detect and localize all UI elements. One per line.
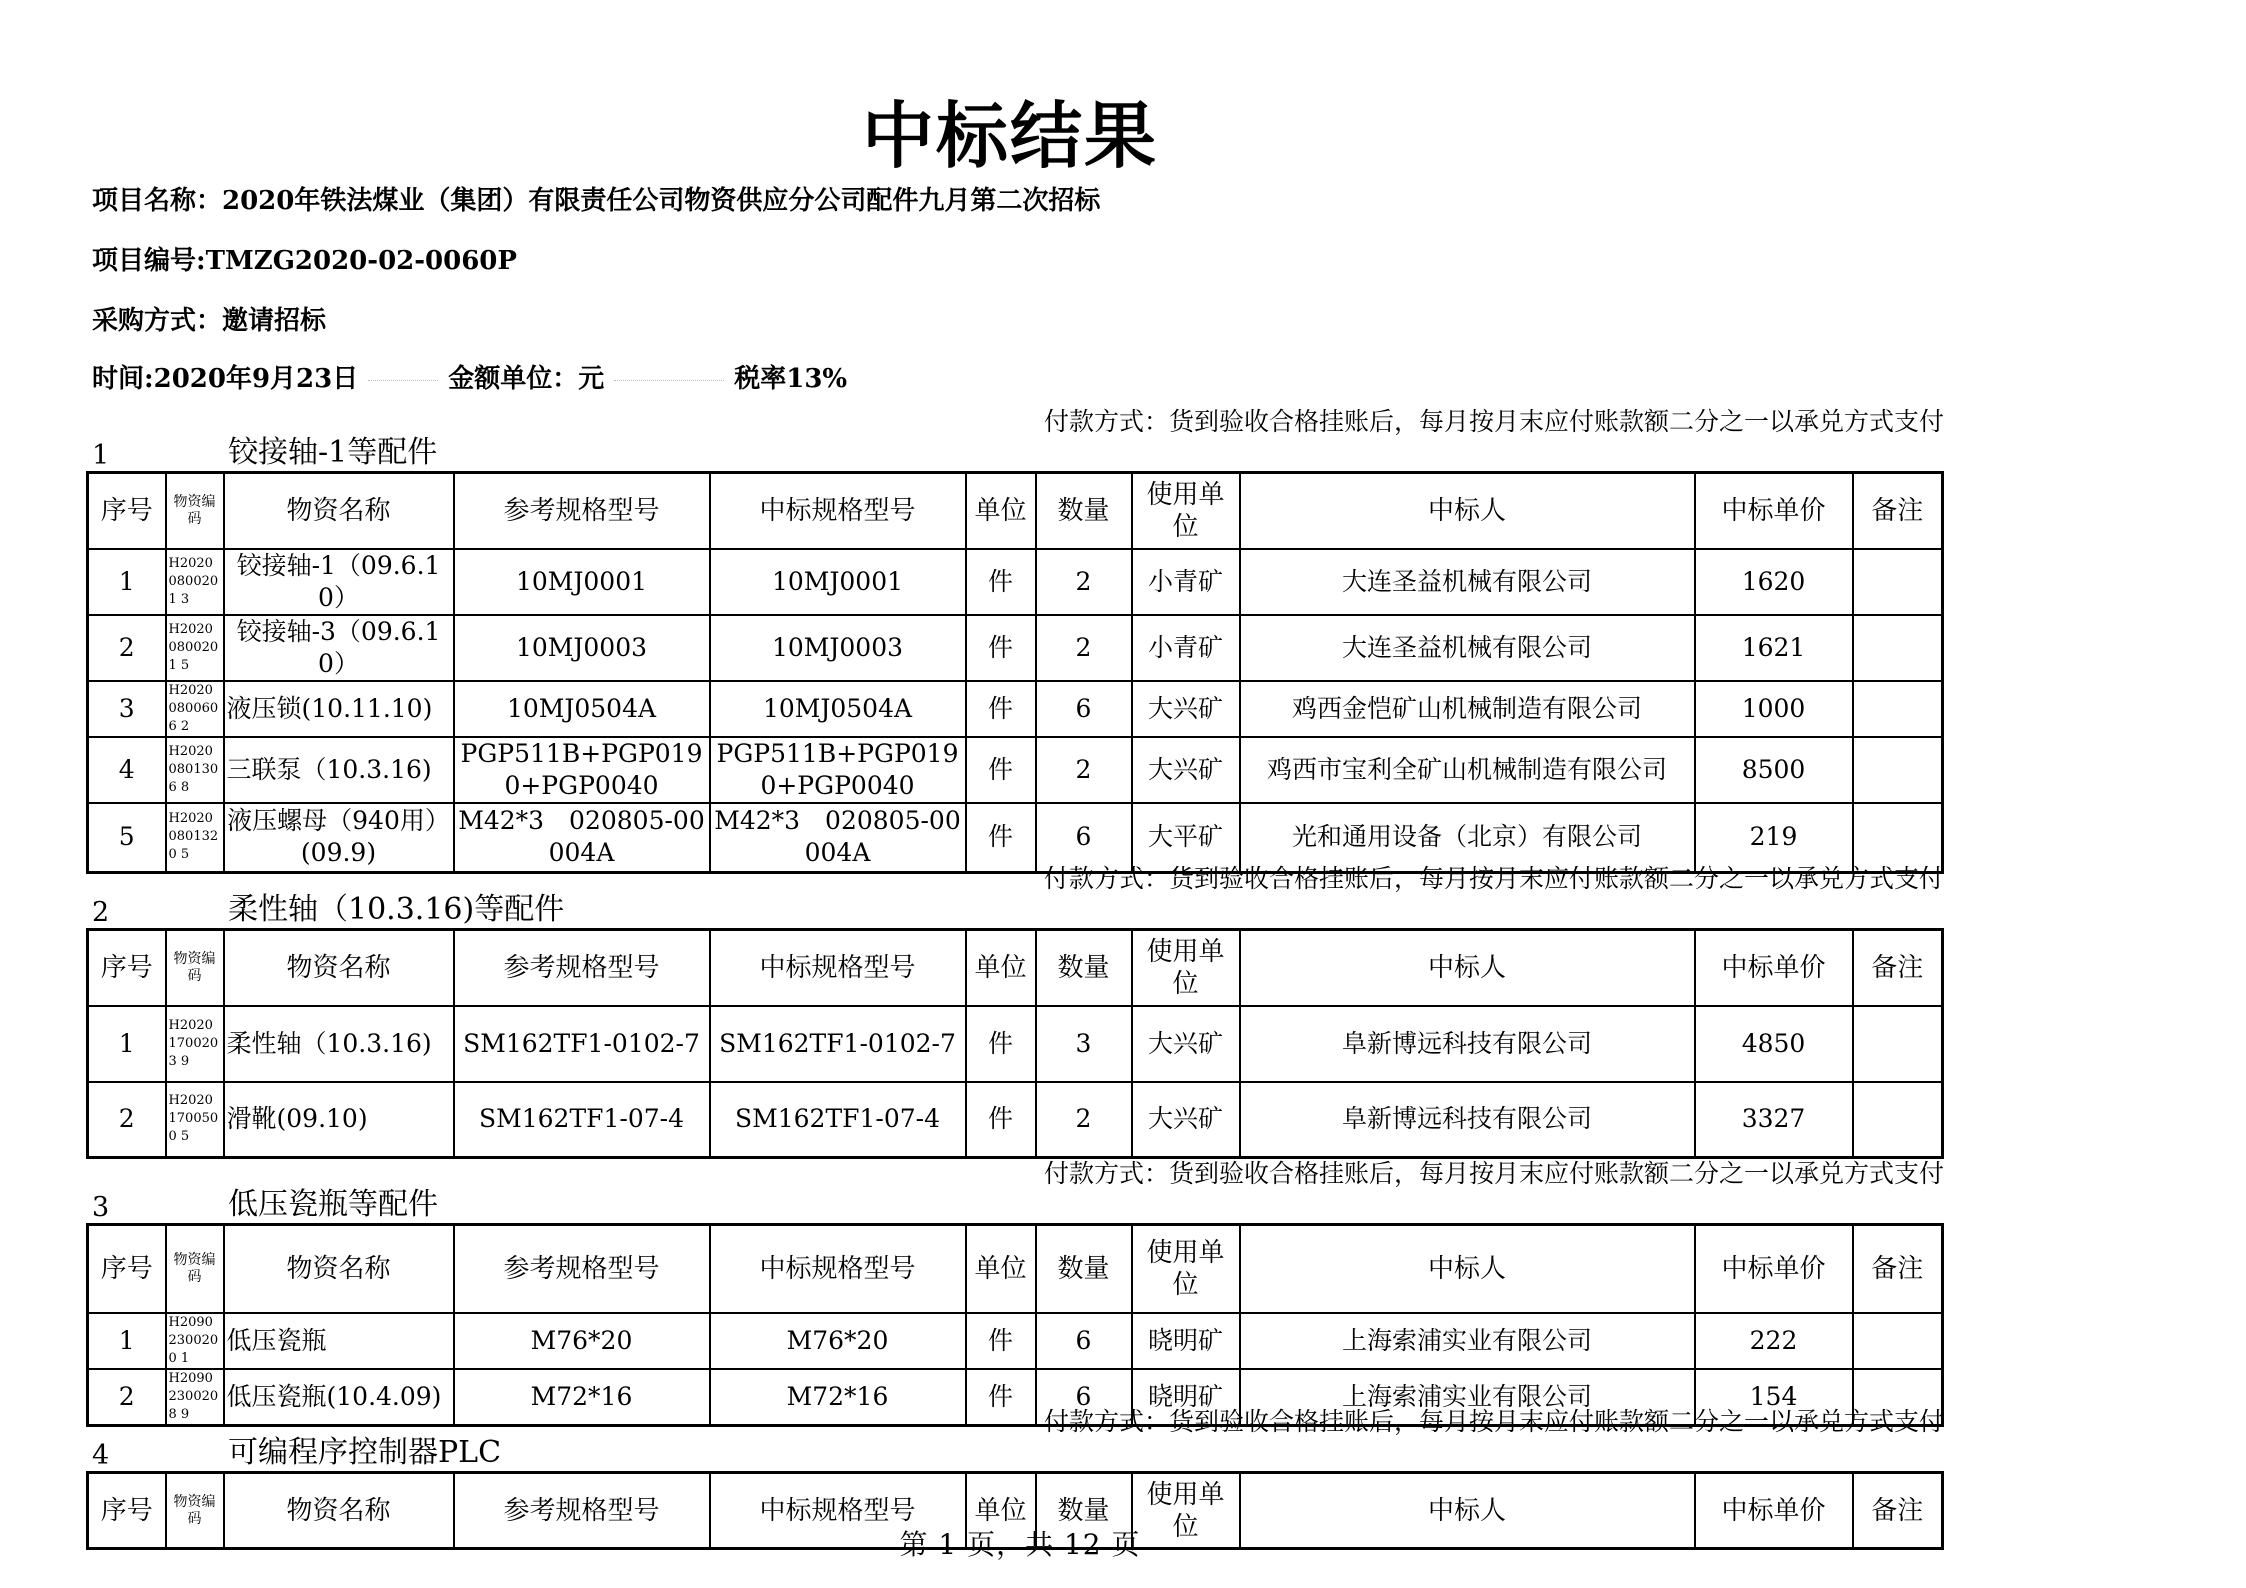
qty-header: 数量	[1036, 473, 1132, 549]
cell-unit: 件	[966, 681, 1036, 737]
cell-note	[1853, 615, 1943, 681]
cell-ref-spec: SM162TF1-07-4	[454, 1082, 710, 1158]
section-name: 低压瓷瓶等配件	[228, 1187, 438, 1222]
name-header: 物资名称	[224, 1225, 454, 1313]
unit-header: 单位	[966, 930, 1036, 1006]
cell-bid-spec: SM162TF1-07-4	[710, 1082, 966, 1158]
winner-header: 中标人	[1240, 930, 1695, 1006]
cell-price: 8500	[1695, 737, 1853, 803]
header-row	[88, 1225, 1943, 1313]
cell-price: 219	[1695, 803, 1853, 873]
cell-name: 铰接轴-1（09.6.10）	[224, 549, 454, 615]
ref-spec-header: 参考规格型号	[454, 1473, 710, 1549]
cell-qty: 2	[1036, 737, 1132, 803]
cell-seq: 4	[88, 737, 166, 803]
qty-header: 数量	[1036, 1225, 1132, 1313]
price-header: 中标单价	[1695, 473, 1853, 549]
cell-ref-spec: 10MJ0003	[454, 615, 710, 681]
cell-note	[1853, 1082, 1943, 1158]
section-header	[86, 1405, 1945, 1471]
bid-spec-header: 中标规格型号	[710, 473, 966, 549]
unit-header: 单位	[966, 1225, 1036, 1313]
price-header: 中标单价	[1695, 1473, 1853, 1549]
section-3	[86, 1157, 1945, 1427]
cell-seq: 2	[88, 1369, 166, 1426]
table-wrapper	[86, 471, 1941, 874]
bid-spec-header: 中标规格型号	[710, 1225, 966, 1313]
section-4	[86, 1405, 1945, 1542]
cell-ref-spec: PGP511B+PGP0190+PGP0040	[454, 737, 710, 803]
name-header: 物资名称	[224, 1473, 454, 1549]
cell-code: H20201700203 9	[166, 1006, 224, 1082]
cell-qty: 2	[1036, 1082, 1132, 1158]
table-row	[88, 1006, 1943, 1082]
cell-unit: 件	[966, 1006, 1036, 1082]
purchase-method: 采购方式：邀请招标	[92, 306, 327, 336]
cell-name: 低压瓷瓶(10.4.09)	[224, 1369, 454, 1426]
table-row	[88, 615, 1943, 681]
cell-note	[1853, 1313, 1943, 1369]
section-number: 1	[92, 440, 110, 471]
winner-header: 中标人	[1240, 473, 1695, 549]
name-header: 物资名称	[224, 473, 454, 549]
cell-bid-spec: 10MJ0504A	[710, 681, 966, 737]
cell-code: H20201700500 5	[166, 1082, 224, 1158]
section-2	[86, 862, 1945, 1159]
cell-code: H20200800606 2	[166, 681, 224, 737]
table-row	[88, 681, 1943, 737]
cell-seq: 2	[88, 1082, 166, 1158]
table-row	[88, 737, 1943, 803]
cell-seq: 1	[88, 1313, 166, 1369]
cell-note	[1853, 549, 1943, 615]
payment-terms: 付款方式：货到验收合格挂账后，每月按月末应付账款额二分之一以承兑方式支付	[1044, 1407, 1945, 1436]
seq-header: 序号	[88, 930, 166, 1006]
cell-note	[1853, 1006, 1943, 1082]
page-title: 中标结果	[861, 94, 1158, 178]
user-unit-header: 使用单位	[1132, 1473, 1240, 1549]
cell-unit: 件	[966, 1369, 1036, 1426]
price-header: 中标单价	[1695, 1225, 1853, 1313]
cell-code: H20200800201 5	[166, 615, 224, 681]
winner-header: 中标人	[1240, 1225, 1695, 1313]
cell-name: 滑靴(09.10)	[224, 1082, 454, 1158]
unit-header: 单位	[966, 473, 1036, 549]
note-header: 备注	[1853, 1225, 1943, 1313]
payment-terms: 付款方式：货到验收合格挂账后，每月按月末应付账款额二分之一以承兑方式支付	[1044, 407, 1945, 436]
cell-winner: 阜新博远科技有限公司	[1240, 1006, 1695, 1082]
user-unit-header: 使用单位	[1132, 1225, 1240, 1313]
cell-qty: 2	[1036, 549, 1132, 615]
cell-bid-spec: M72*16	[710, 1369, 966, 1426]
note-header: 备注	[1853, 473, 1943, 549]
seq-header: 序号	[88, 473, 166, 549]
user-unit-header: 使用单位	[1132, 473, 1240, 549]
cell-bid-spec: M76*20	[710, 1313, 966, 1369]
cell-ref-spec: SM162TF1-0102-7	[454, 1006, 710, 1082]
cell-bid-spec: M42*3 020805-00004A	[710, 803, 966, 873]
table-wrapper	[86, 928, 1941, 1159]
code-header: 物资编码	[166, 930, 224, 1006]
section-header	[86, 1157, 1945, 1223]
cell-unit: 件	[966, 737, 1036, 803]
cell-name: 液压锁(10.11.10)	[224, 681, 454, 737]
ref-spec-header: 参考规格型号	[454, 1225, 710, 1313]
cell-seq: 1	[88, 1006, 166, 1082]
cell-user-unit: 大兴矿	[1132, 1082, 1240, 1158]
payment-terms: 付款方式：货到验收合格挂账后，每月按月末应付账款额二分之一以承兑方式支付	[1044, 1159, 1945, 1188]
cell-code: H20200801306 8	[166, 737, 224, 803]
cell-price: 1620	[1695, 549, 1853, 615]
cell-price: 1621	[1695, 615, 1853, 681]
section-number: 4	[92, 1440, 110, 1471]
cell-qty: 6	[1036, 803, 1132, 873]
cell-unit: 件	[966, 1082, 1036, 1158]
section-name: 柔性轴（10.3.16)等配件	[228, 892, 565, 927]
cell-price: 1000	[1695, 681, 1853, 737]
cell-name: 低压瓷瓶	[224, 1313, 454, 1369]
cell-code: H20200800201 3	[166, 549, 224, 615]
cell-name: 三联泵（10.3.16)	[224, 737, 454, 803]
cell-winner: 光和通用设备（北京）有限公司	[1240, 803, 1695, 873]
cell-user-unit: 大兴矿	[1132, 681, 1240, 737]
section-header	[86, 862, 1945, 928]
cell-winner: 鸡西市宝利全矿山机械制造有限公司	[1240, 737, 1695, 803]
cell-name: 液压螺母（940用）(09.9)	[224, 803, 454, 873]
cell-ref-spec: 10MJ0504A	[454, 681, 710, 737]
cell-seq: 2	[88, 615, 166, 681]
cell-code: H20902300208 9	[166, 1369, 224, 1426]
cell-price: 4850	[1695, 1006, 1853, 1082]
cell-note	[1853, 737, 1943, 803]
header-row	[88, 473, 1943, 549]
qty-header: 数量	[1036, 930, 1132, 1006]
table-row	[88, 1082, 1943, 1158]
table-wrapper	[86, 1223, 1941, 1427]
project-name: 项目名称：2020年铁法煤业（集团）有限责任公司物资供应分公司配件九月第二次招标	[92, 186, 1101, 216]
cell-note	[1853, 681, 1943, 737]
cell-user-unit: 晓明矿	[1132, 1313, 1240, 1369]
page-footer: 第 1 页，共 12 页	[899, 1528, 1141, 1561]
table-wrapper	[86, 1471, 1941, 1542]
result-table	[86, 1223, 1944, 1427]
code-header: 物资编码	[166, 1473, 224, 1549]
result-table	[86, 471, 1944, 874]
cell-code: H20902300200 1	[166, 1313, 224, 1369]
cell-user-unit: 晓明矿	[1132, 1369, 1240, 1426]
section-name: 铰接轴-1等配件	[228, 435, 438, 470]
cell-bid-spec: SM162TF1-0102-7	[710, 1006, 966, 1082]
cell-seq: 1	[88, 549, 166, 615]
payment-terms: 付款方式：货到验收合格挂账后，每月按月末应付账款额二分之一以承兑方式支付	[1044, 864, 1945, 893]
qty-header: 数量	[1036, 1473, 1132, 1549]
cell-winner: 大连圣益机械有限公司	[1240, 549, 1695, 615]
cell-unit: 件	[966, 549, 1036, 615]
cell-qty: 6	[1036, 1313, 1132, 1369]
cell-qty: 3	[1036, 1006, 1132, 1082]
seq-header: 序号	[88, 1473, 166, 1549]
cell-user-unit: 大兴矿	[1132, 1006, 1240, 1082]
cell-winner: 鸡西金恺矿山机械制造有限公司	[1240, 681, 1695, 737]
cell-name: 柔性轴（10.3.16)	[224, 1006, 454, 1082]
cell-user-unit: 大平矿	[1132, 803, 1240, 873]
bid-spec-header: 中标规格型号	[710, 1473, 966, 1549]
note-header: 备注	[1853, 930, 1943, 1006]
cell-unit: 件	[966, 1313, 1036, 1369]
cell-seq: 5	[88, 803, 166, 873]
cell-price: 3327	[1695, 1082, 1853, 1158]
cell-code: H20200801320 5	[166, 803, 224, 873]
amount-unit: 金额单位：元	[448, 364, 605, 394]
result-table	[86, 928, 1944, 1159]
cell-bid-spec: 10MJ0001	[710, 549, 966, 615]
cell-unit: 件	[966, 615, 1036, 681]
cell-price: 222	[1695, 1313, 1853, 1369]
seq-header: 序号	[88, 1225, 166, 1313]
cell-winner: 上海索浦实业有限公司	[1240, 1369, 1695, 1426]
cell-winner: 阜新博远科技有限公司	[1240, 1082, 1695, 1158]
section-1	[86, 405, 1945, 874]
cell-qty: 6	[1036, 1369, 1132, 1426]
section-number: 2	[92, 897, 110, 928]
cell-user-unit: 小青矿	[1132, 549, 1240, 615]
cell-unit: 件	[966, 803, 1036, 873]
unit-header: 单位	[966, 1473, 1036, 1549]
cell-qty: 6	[1036, 681, 1132, 737]
date: 时间:2020年9月23日	[92, 364, 359, 394]
cell-bid-spec: 10MJ0003	[710, 615, 966, 681]
cell-bid-spec: PGP511B+PGP0190+PGP0040	[710, 737, 966, 803]
table-row	[88, 1313, 1943, 1369]
cell-name: 铰接轴-3（09.6.10）	[224, 615, 454, 681]
section-name: 可编程序控制器PLC	[228, 1435, 502, 1470]
note-header: 备注	[1853, 1473, 1943, 1549]
tax-rate: 税率13%	[734, 364, 848, 394]
section-header	[86, 405, 1945, 471]
meta-line	[92, 358, 847, 395]
section-number: 3	[92, 1192, 110, 1223]
table-row	[88, 549, 1943, 615]
cell-winner: 上海索浦实业有限公司	[1240, 1313, 1695, 1369]
cell-ref-spec: 10MJ0001	[454, 549, 710, 615]
cell-ref-spec: M76*20	[454, 1313, 710, 1369]
code-header: 物资编码	[166, 473, 224, 549]
ref-spec-header: 参考规格型号	[454, 473, 710, 549]
cell-user-unit: 小青矿	[1132, 615, 1240, 681]
price-header: 中标单价	[1695, 930, 1853, 1006]
user-unit-header: 使用单位	[1132, 930, 1240, 1006]
cell-price: 154	[1695, 1369, 1853, 1426]
winner-header: 中标人	[1240, 1473, 1695, 1549]
ref-spec-header: 参考规格型号	[454, 930, 710, 1006]
cell-qty: 2	[1036, 615, 1132, 681]
cell-ref-spec: M42*3 020805-00004A	[454, 803, 710, 873]
header-row	[88, 930, 1943, 1006]
bid-spec-header: 中标规格型号	[710, 930, 966, 1006]
name-header: 物资名称	[224, 930, 454, 1006]
cell-winner: 大连圣益机械有限公司	[1240, 615, 1695, 681]
cell-user-unit: 大兴矿	[1132, 737, 1240, 803]
cell-seq: 3	[88, 681, 166, 737]
code-header: 物资编码	[166, 1225, 224, 1313]
project-number: 项目编号:TMZG2020-02-0060P	[92, 246, 517, 276]
cell-ref-spec: M72*16	[454, 1369, 710, 1426]
